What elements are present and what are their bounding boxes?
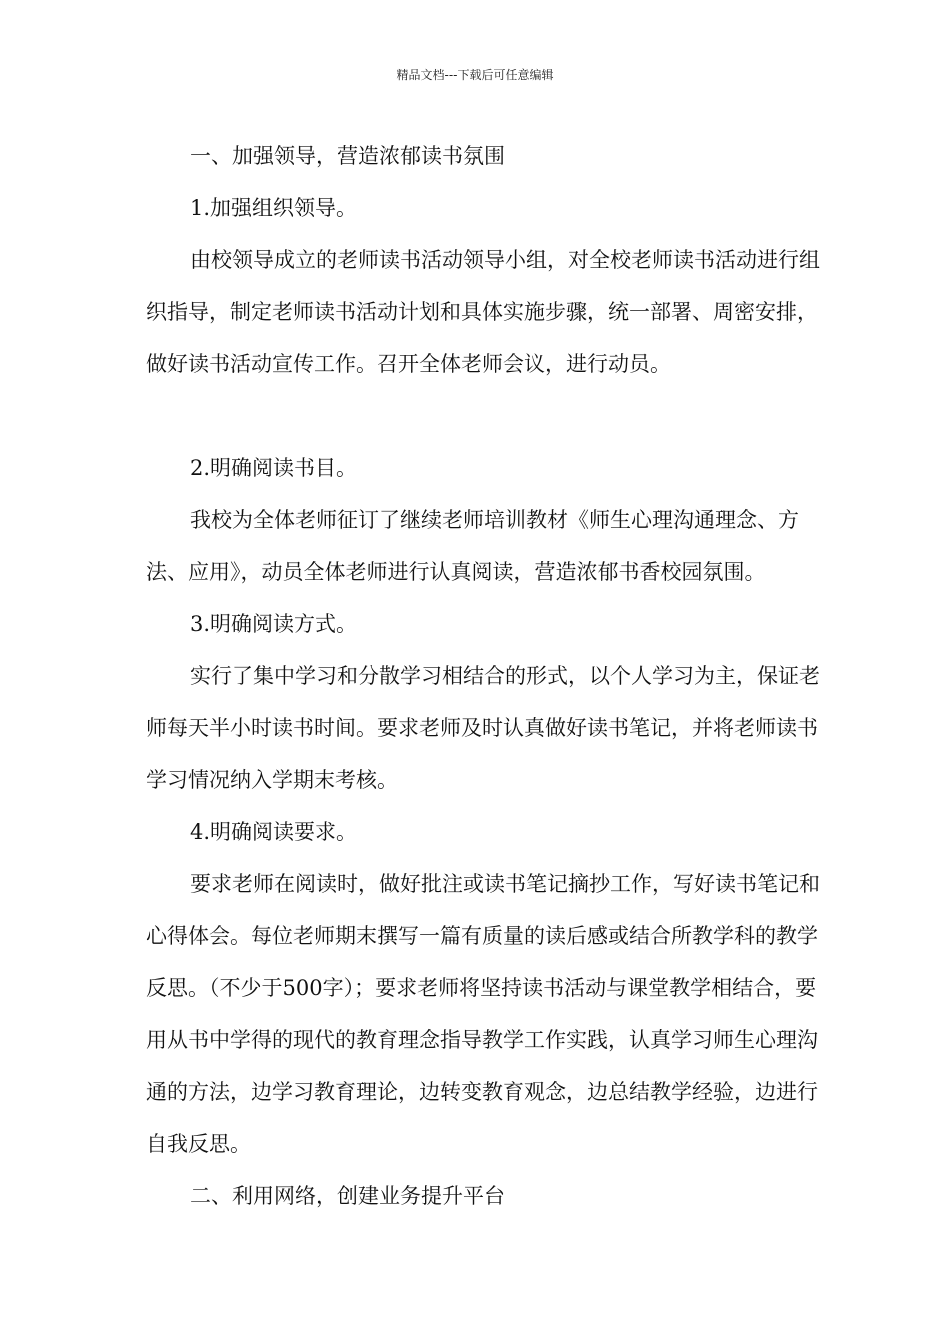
item-body-2: 我校为全体老师征订了继续老师培训教材《师生心理沟通理念、方法、应用》，动员全体老师进行认真阅读，营造浓郁书香校园氛围。	[146, 508, 799, 584]
item-heading-1: 1.加强组织领导。	[190, 196, 358, 220]
page-header: 精品文档---下载后可任意编辑	[396, 68, 554, 82]
item-body-1: 由校领导成立的老师读书活动领导小组，对全校老师读书活动进行组织指导，制定老师读书活动计划和具体实施步骤，统一部署、周密安排，做好读书活动宣传工作。召开全体老师会议，进行动员。	[146, 248, 820, 376]
document-body	[146, 130, 826, 1222]
item-heading-2: 2.明确阅读书目。	[190, 456, 358, 480]
item-body-4: 要求老师在阅读时，做好批注或读书笔记摘抄工作，写好读书笔记和心得体会。每位老师期末撰写一篇有质量的读后感或结合所教学科的教学反思。（不少于500字）；要求老师将坚持读书活动与课堂教学相结合，要用从书中学得的现代的教育理念指导教学工作实践，认真学习师生心理沟通的方法，边学习教育理论，边转变教育观念，边总结教学经验，边进行自我反思。	[146, 872, 820, 1156]
item-heading-4: 4.明确阅读要求。	[190, 820, 358, 844]
paragraph-gap	[146, 390, 826, 442]
item-body-3: 实行了集中学习和分散学习相结合的形式，以个人学习为主，保证老师每天半小时读书时间。要求老师及时认真做好读书笔记，并将老师读书学习情况纳入学期末考核。	[146, 664, 820, 792]
section-heading-2: 二、利用网络，创建业务提升平台	[190, 1184, 505, 1208]
item-heading-3: 3.明确阅读方式。	[190, 612, 358, 636]
section-heading-1: 一、加强领导，营造浓郁读书氛围	[190, 144, 505, 168]
